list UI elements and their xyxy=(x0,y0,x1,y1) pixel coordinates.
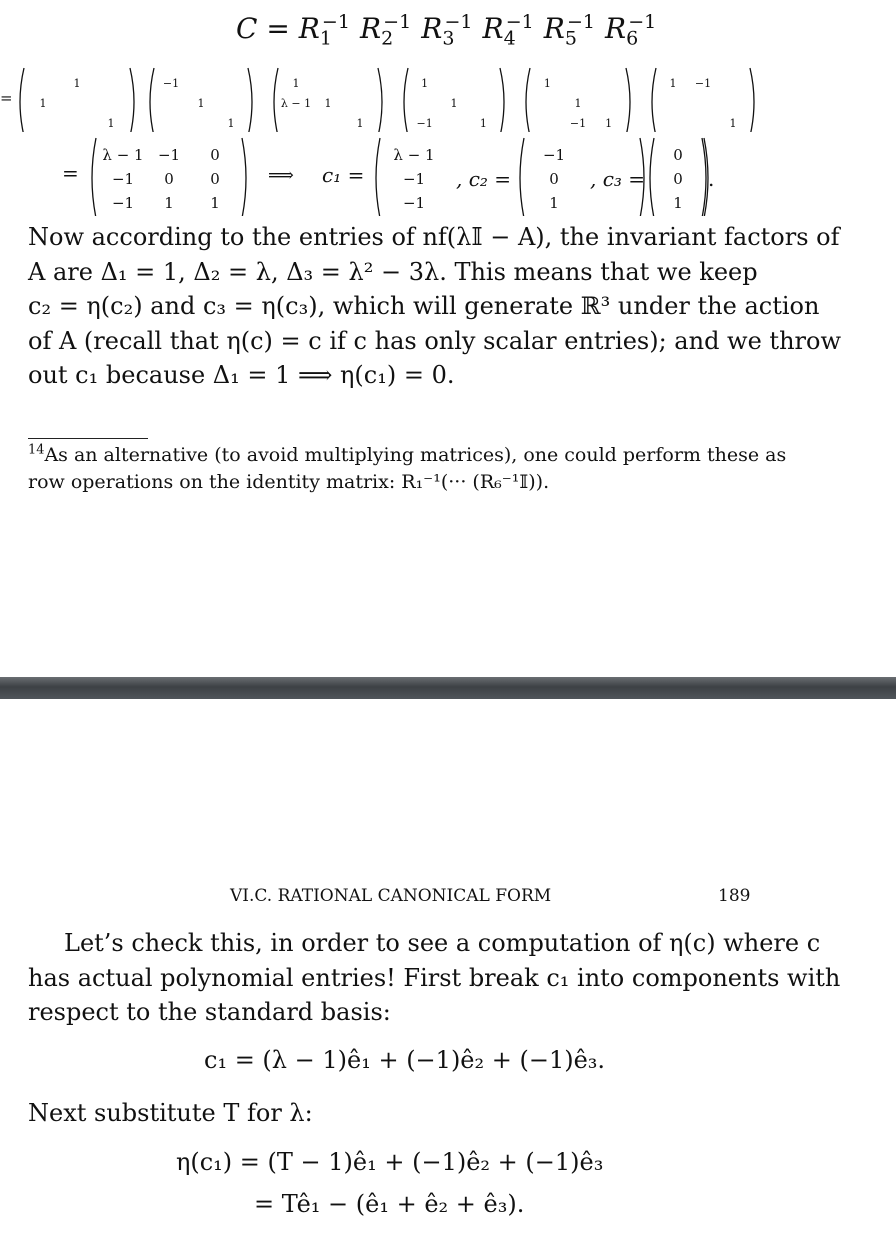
result-matrix-entry: 0 xyxy=(164,170,174,188)
product-matrix-3-entry: λ − 1 xyxy=(280,97,312,110)
c2-label: , c₂ = xyxy=(456,167,512,191)
footnote-marker: 14 xyxy=(28,442,45,458)
product-matrix-4-entry: 1 xyxy=(479,117,487,130)
c1-label: c₁ = xyxy=(322,163,365,187)
page-number: 189 xyxy=(718,886,751,906)
product-matrix-6-right-paren xyxy=(750,68,754,132)
page-divider-bar xyxy=(0,677,896,699)
para-line-4: of A (recall that η(c) = c if c has only scalar entries); and we throw xyxy=(28,326,841,355)
para-line-5: out c₁ because Δ₁ = 1 ⟹ η(c₁) = 0. xyxy=(28,361,455,389)
product-matrix-6-entry: 1 xyxy=(669,77,677,90)
product-matrix-4-entry: 1 xyxy=(421,77,429,90)
c1-vector-left-paren xyxy=(376,138,380,216)
product-matrix-6-entry: −1 xyxy=(694,77,712,90)
product-matrix-1-right-paren xyxy=(130,68,134,132)
c3-label: , c₃ = xyxy=(590,167,646,191)
result-matrix-entry: 1 xyxy=(164,194,174,212)
result-matrix-entry: 0 xyxy=(210,146,220,164)
elementary-matrix-product xyxy=(0,66,896,132)
product-matrix-5-entry: 1 xyxy=(605,117,613,130)
product-matrix-2-entry: 1 xyxy=(227,117,235,130)
implies-arrow: ⟹ xyxy=(268,165,294,186)
c2-vector-left-paren xyxy=(520,138,524,216)
running-header: VI.C. RATIONAL CANONICAL FORM xyxy=(230,886,552,906)
product-matrix-1-left-paren xyxy=(20,68,24,132)
equation-c1-decomposition: c₁ = (λ − 1)ê₁ + (−1)ê₂ + (−1)ê₃. xyxy=(204,1046,606,1074)
result-matrix-entry: λ − 1 xyxy=(102,146,144,164)
period: . xyxy=(708,167,715,191)
equation-eta-line-2: = Tê₁ − (ê₁ + ê₂ + ê₃). xyxy=(254,1190,525,1218)
equation-c-product: $C = R_1^{-1}$ $R_2^{-1}$ $R_3^{-1}$ $R_4^{-1}$ $R_5^{-1}$ $R_6^{-1}$ xyxy=(236,10,657,50)
c1-vector-entry: λ − 1 xyxy=(393,146,435,164)
product-matrix-3-right-paren xyxy=(378,68,382,132)
c2-vector-entry: 0 xyxy=(549,170,559,188)
product-matrix-6-left-paren xyxy=(652,68,656,132)
product-matrix-4-entry: 1 xyxy=(450,97,458,110)
c1-vector-entry: −1 xyxy=(402,194,426,212)
result-matrix-right-paren xyxy=(242,138,246,216)
product-matrix-3-entry: 1 xyxy=(324,97,332,110)
product-matrix-1-entry: 1 xyxy=(39,97,47,110)
product-matrix-2-left-paren xyxy=(150,68,154,132)
result-matrix-entry: −1 xyxy=(111,170,135,188)
check-line-1: Let’s check this, in order to see a computation of η(c) where c xyxy=(64,929,821,957)
product-matrix-3-left-paren xyxy=(274,68,278,132)
resulting-matrix-and-columns xyxy=(0,136,896,216)
product-matrix-4-right-paren xyxy=(500,68,504,132)
footnote-14 xyxy=(28,442,787,496)
product-matrix-5-left-paren xyxy=(526,68,530,132)
check-line-2: has actual polynomial entries! First break c₁ into components with xyxy=(28,963,841,992)
product-matrix-1-entry: 1 xyxy=(73,77,81,90)
c2-vector-entry: −1 xyxy=(542,146,566,164)
equation-eta-line-1: η(c₁) = (T − 1)ê₁ + (−1)ê₂ + (−1)ê₃ xyxy=(176,1148,604,1176)
c3-vector-entry: 0 xyxy=(673,146,683,164)
check-line-3: respect to the standard basis: xyxy=(28,998,391,1026)
c3-vector-entry: 0 xyxy=(673,170,683,188)
result-matrix-entry: −1 xyxy=(111,194,135,212)
footnote-rule xyxy=(28,438,148,439)
c3-vector-left-paren xyxy=(650,138,654,216)
footnote-line-1: As an alternative (to avoid multiplying matrices), one could perform these as xyxy=(44,444,787,466)
result-matrix-entry: −1 xyxy=(157,146,181,164)
product-matrix-5-entry: −1 xyxy=(569,117,587,130)
equals-sign: = xyxy=(0,89,13,107)
result-matrix-entry: 0 xyxy=(210,170,220,188)
product-matrix-2-entry: −1 xyxy=(162,77,180,90)
result-matrix-left-paren xyxy=(92,138,96,216)
c3-vector-entry: 1 xyxy=(673,194,683,212)
para-line-1: Now according to the entries of nf(λ𝕀 − A), the invariant factors of xyxy=(28,223,840,251)
product-matrix-3-entry: 1 xyxy=(292,77,300,90)
footnote-line-2: row operations on the identity matrix: R₁⁻¹(··· (R₆⁻¹𝕀)). xyxy=(28,471,550,493)
check-paragraph xyxy=(28,926,841,1030)
c1-vector-entry: −1 xyxy=(402,170,426,188)
para-line-3: c₂ = η(c₂) and c₃ = η(c₃), which will generate ℝ³ under the action xyxy=(28,292,820,320)
product-matrix-2-entry: 1 xyxy=(197,97,205,110)
product-matrix-2-right-paren xyxy=(248,68,252,132)
c2-vector-entry: 1 xyxy=(549,194,559,212)
equals-sign: = xyxy=(62,161,79,185)
product-matrix-4-left-paren xyxy=(404,68,408,132)
invariant-factors-paragraph xyxy=(28,220,841,393)
product-matrix-4-entry: −1 xyxy=(416,117,433,130)
product-matrix-5-entry: 1 xyxy=(543,77,551,90)
product-matrix-1-entry: 1 xyxy=(107,117,115,130)
product-matrix-3-entry: 1 xyxy=(356,117,364,130)
para-line-2: A are Δ₁ = 1, Δ₂ = λ, Δ₃ = λ² − 3λ. This means that we keep xyxy=(28,257,758,286)
product-matrix-6-entry: 1 xyxy=(729,117,737,130)
substitute-sentence: Next substitute T for λ: xyxy=(28,1099,313,1127)
product-matrix-5-entry: 1 xyxy=(574,97,582,110)
result-matrix-entry: 1 xyxy=(210,194,220,212)
product-matrix-5-right-paren xyxy=(626,68,630,132)
